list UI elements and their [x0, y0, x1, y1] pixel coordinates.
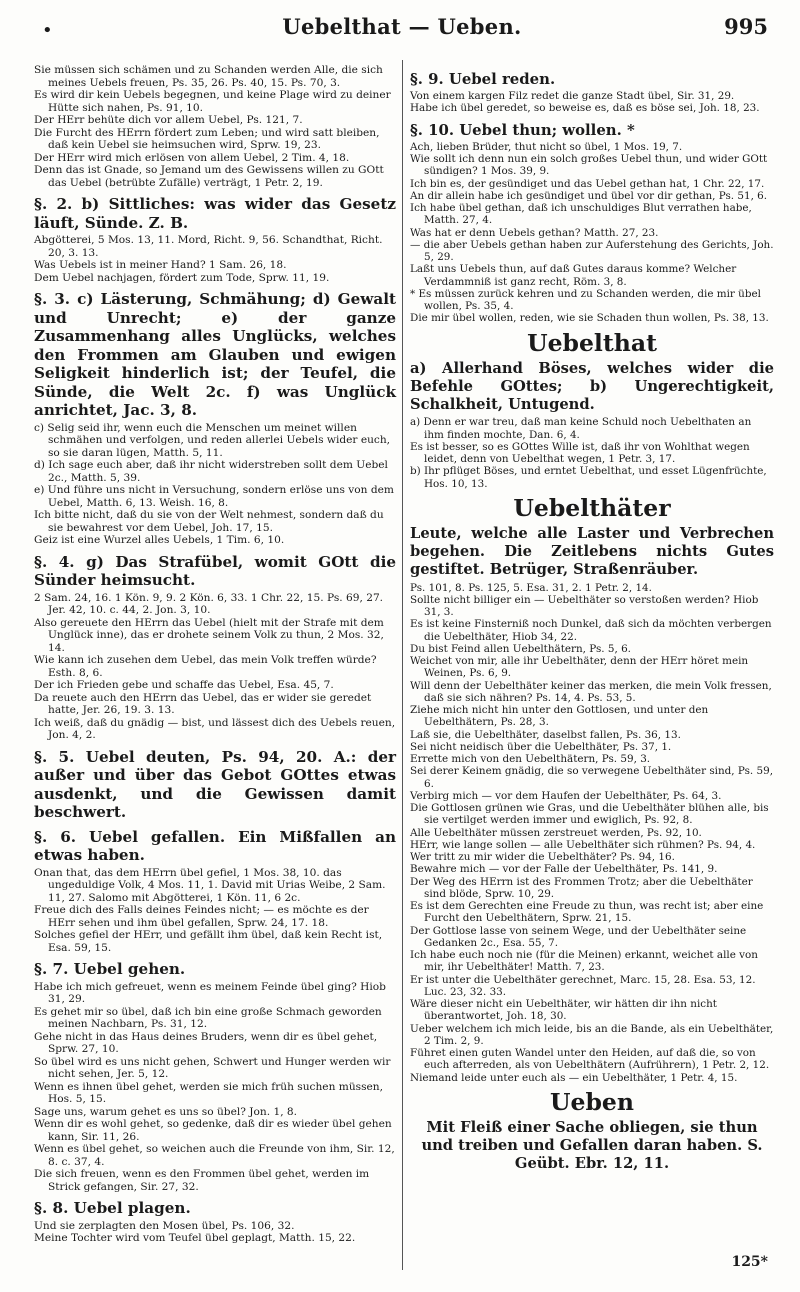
entry: Es wird dir kein Uebels begegnen, und keine Plage wird zu deiner Hütte sich nahen, Ps. 91, 10. [34, 89, 391, 114]
entry: Sei nicht neidisch über die Uebelthäter, Ps. 37, 1. [410, 740, 672, 753]
entry: Der Weg des HErrn ist des Frommen Trotz; aber die Uebelthäter sind blöde, Sprw. 10, 29. [410, 875, 753, 900]
entry: Also gereuete den HErrn das Uebel (hielt mit der Strafe mit dem Unglück inne), das er drohete seinem Volk zu thun, 2 Mos. 32, 14. [34, 616, 384, 654]
entry: Wer tritt zu mir wider die Uebelthäter? Ps. 94, 16. [410, 851, 675, 864]
signature-mark: 125* [731, 1254, 768, 1270]
entry: Niemand leide unter euch als — ein Uebelthäter, 1 Petr. 4, 15. [410, 1071, 738, 1084]
entry: Ich habe euch noch nie (für die Meinen) erkannt, weichet alle von mir, ihr Uebelthäter! Matth. 7, 23. [410, 949, 758, 974]
entry: Sie müssen sich schämen und zu Schanden werden Alle, die sich meines Uebels freuen, Ps. 35, 26. Ps. 40, 15. Ps. 70, 3. [34, 64, 383, 89]
entry: Ziehe mich nicht hin unter den Gottlosen, und unter den Uebelthätern, Ps. 28, 3. [410, 704, 709, 729]
lemma-definition: a) Allerhand Böses, welches wider die Befehle GOttes; b) Ungerechtigkeit, Schalkheit, Untugend. [410, 359, 774, 414]
entry: Von einem kargen Filz redet die ganze Stadt übel, Sir. 31, 29. [410, 90, 735, 103]
entry: — die aber Uebels gethan haben zur Auferstehung des Gerichts, Joh. 5, 29. [410, 238, 774, 263]
entry: Die mir übel wollen, reden, wie sie Schaden thun wollen, Ps. 38, 13. [410, 312, 769, 325]
entry: Und sie zerplagten den Mosen übel, Ps. 106, 32. [34, 1219, 295, 1232]
entry: Der Gottlose lasse von seinem Wege, und der Uebelthäter seine Gedanken 2c., Esa. 55, 7. [410, 924, 747, 949]
section-heading: §. 8. Uebel plagen. [34, 1199, 191, 1217]
entry: Ps. 101, 8. Ps. 125, 5. Esa. 31, 2. 1 Petr. 2, 14. [410, 581, 652, 594]
entry: Wenn es ihnen übel gehet, werden sie mich früh suchen müssen, Hos. 5, 15. [34, 1080, 383, 1105]
lemma-heading: Ueben [550, 1087, 634, 1116]
entry: Ich bin es, der gesündiget und das Uebel gethan hat, 1 Chr. 22, 17. [410, 177, 765, 190]
running-title: Uebelthat — Ueben. [282, 14, 522, 39]
column-divider [402, 60, 403, 1270]
lemma-heading: Uebelthat [527, 328, 657, 357]
section-heading: §. 10. Uebel thun; wollen. * [410, 120, 635, 139]
entry: Es gehet mir so übel, daß ich bin eine große Schmach geworden meinen Nachbarn, Ps. 31, 12. [34, 1005, 382, 1030]
entry: c) Selig seid ihr, wenn euch die Menschen um meinet willen schmähen und verfolgen, und reden allerlei Uebels wider euch, so sie daran lügen, Matth. 5, 11. [34, 421, 391, 459]
entry: Weichet von mir, alle ihr Uebelthäter, denn der HErr höret mein Weinen, Ps. 6, 9. [410, 655, 749, 680]
entry: Dem Uebel nachjagen, fördert zum Tode, Sprw. 11, 19. [34, 271, 330, 284]
entry: Freue dich des Falls deines Feindes nicht; — es möchte es der HErr sehen und ihm übel gefallen, Sprw. 24, 17. 18. [34, 904, 369, 929]
entry: HErr, wie lange sollen — alle Uebelthäter sich rühmen? Ps. 94, 4. [410, 838, 756, 851]
entry: Bewahre mich — vor der Falle der Uebelthäter, Ps. 141, 9. [410, 863, 718, 876]
entry: Führet einen guten Wandel unter den Heiden, auf daß die, so von euch afterreden, als von Uebelthätern (Aufrührern), 1 Petr. 2, 12. [410, 1047, 770, 1072]
entry: d) Ich sage euch aber, daß ihr nicht widerstreben sollt dem Uebel 2c., Matth. 5, 39. [34, 459, 388, 484]
entry: Wenn dir es wohl gehet, so gedenke, daß dir es wieder übel gehen kann, Sir. 11, 26. [34, 1118, 392, 1143]
right-column [410, 64, 774, 1176]
entry: 2 Sam. 24, 16. 1 Kön. 9, 9. 2 Kön. 6, 33. 1 Chr. 22, 15. Ps. 69, 27. Jer. 42, 10. c. 44, 2. Jon. 3, 10. [34, 591, 384, 616]
entry: Ueber welchem ich mich leide, bis an die Bande, als ein Uebelthäter, 2 Tim. 2, 9. [410, 1022, 774, 1047]
entry: Der HErr wird mich erlösen von allem Uebel, 2 Tim. 4, 18. [34, 151, 350, 164]
entry: Die Furcht des HErrn fördert zum Leben; und wird satt bleiben, daß kein Uebel sie heimsuchen wird, Sprw. 19, 23. [34, 126, 380, 151]
entry: Habe ich mich gefreuet, wenn es meinem Feinde übel ging? Hiob 31, 29. [34, 980, 386, 1005]
entry: Er ist unter die Uebelthäter gerechnet, Marc. 15, 28. Esa. 53, 12. Luc. 23, 32. 33. [410, 973, 756, 998]
entry: Es ist dem Gerechten eine Freude zu thun, was recht ist; aber eine Furcht den Uebelthätern, Sprw. 21, 15. [410, 900, 764, 925]
entry: Es ist besser, so es GOttes Wille ist, daß ihr von Wohlthat wegen leidet, denn von Uebelthat wegen, 1 Petr. 3, 17. [410, 440, 750, 466]
entry: Sage uns, warum gehet es uns so übel? Jon. 1, 8. [34, 1105, 298, 1118]
entry: Onan that, das dem HErrn übel gefiel, 1 Mos. 38, 10. das ungeduldige Volk, 4 Mos. 11, 1. David mit Urias Weibe, 2 Sam. 11, 27. Salomo mit Abgötterei, 1 Kön. 11, 6 2c. [34, 866, 386, 904]
section-heading: §. 2. b) Sittliches: was wider das Gesetz läuft, Sünde. Z. B. [34, 195, 396, 232]
section-heading: §. 7. Uebel gehen. [34, 960, 186, 978]
page-header [32, 12, 772, 46]
section-heading: §. 9. Uebel reden. [410, 70, 556, 88]
entry: Gehe nicht in das Haus deines Bruders, wenn dir es übel gehet, Sprw. 27, 10. [34, 1030, 378, 1055]
entry: Was Uebels ist in meiner Hand? 1 Sam. 26, 18. [34, 259, 287, 271]
entry: Die sich freuen, wenn es den Frommen übel gehet, werden im Strick gefangen, Sir. 27, 32. [34, 1168, 370, 1193]
entry: Laßt uns Uebels thun, auf daß Gutes daraus komme? Welcher Verdammniß ist ganz recht, Röm. 3, 8. [410, 263, 737, 288]
entry: Sollte nicht billiger ein — Uebelthäter so verstoßen werden? Hiob 31, 3. [410, 593, 759, 619]
header-dot: • [42, 20, 53, 41]
entry: Der ich Frieden gebe und schaffe das Uebel, Esa. 45, 7. [34, 679, 334, 691]
page-number: 995 [724, 14, 768, 39]
left-column [34, 64, 396, 1245]
entry: Denn das ist Gnade, so Jemand um des Gewissens willen zu GOtt das Uebel (betrübte Zufälle) verträgt, 1 Petr. 2, 19. [34, 164, 384, 189]
entry: Laß sie, die Uebelthäter, daselbst fallen, Ps. 36, 13. [410, 728, 681, 741]
entry: Verbirg mich — vor dem Haufen der Uebelthäter, Ps. 64, 3. [410, 789, 722, 802]
lemma-definition: Leute, welche alle Laster und Verbrechen begehen. Die Zeitlebens nichts Gutes gestiftet. Betrüger, Straßenräuber. [410, 525, 774, 579]
entry: Die Gottlosen grünen wie Gras, und die Uebelthäter blühen alle, bis sie vertilget werden immer und ewiglich, Ps. 92, 8. [410, 802, 769, 827]
section-heading: §. 6. Uebel gefallen. Ein Mißfallen an etwas haben. [34, 827, 396, 864]
entry: Ach, lieben Brüder, thut nicht so übel, 1 Mos. 19, 7. [410, 140, 683, 153]
entry: * Es müssen zurück kehren und zu Schanden werden, die mir übel wollen, Ps. 35, 4. [410, 287, 761, 312]
entry: Was hat er denn Uebels gethan? Matth. 27, 23. [410, 226, 659, 239]
entry: Wie kann ich zusehen dem Uebel, das mein Volk treffen würde? Esth. 8, 6. [34, 654, 377, 679]
entry: Abgötterei, 5 Mos. 13, 11. Mord, Richt. 9, 56. Schandthat, Richt. 20, 3. 13. [34, 234, 383, 259]
entry: Wäre dieser nicht ein Uebelthäter, wir hätten dir ihn nicht überantwortet, Joh. 18, 30. [410, 998, 717, 1023]
entry: Meine Tochter wird vom Teufel übel geplagt, Matth. 15, 22. [34, 1232, 356, 1244]
entry: An dir allein habe ich gesündiget und übel vor dir gethan, Ps. 51, 6. [410, 189, 768, 202]
entry: Ich weiß, daß du gnädig — bist, und lässest dich des Uebels reuen, Jon. 4, 2. [34, 716, 396, 741]
entry: Sei derer Keinem gnädig, die so verwegene Uebelthäter sind, Ps. 59, 6. [410, 765, 774, 790]
entry: Da reuete auch den HErrn das Uebel, das er wider sie geredet hatte, Jer. 26, 19. 3. 13. [34, 691, 372, 716]
entry: Solches gefiel der HErr, und gefällt ihm übel, daß kein Recht ist, Esa. 59, 15. [34, 929, 383, 954]
entry: Will denn der Uebelthäter keiner das merken, die mein Volk fressen, daß sie sich nähren? Ps. 14, 4. Ps. 53, 5. [410, 679, 772, 704]
entry: e) Und führe uns nicht in Versuchung, sondern erlöse uns von dem Uebel, Matth. 6, 13. Weish. 16, 8. [34, 484, 394, 509]
entry: Wie sollt ich denn nun ein solch großes Uebel thun, und wider GOtt sündigen? 1 Mos. 39, 9. [410, 153, 768, 178]
entry: a) Denn er war treu, daß man keine Schuld noch Uebelthaten an ihm finden mochte, Dan. 6, 4. [410, 416, 752, 441]
entry: b) Ihr pflüget Böses, und erntet Uebelthat, und esset Lügenfrüchte, Hos. 10, 13. [410, 465, 767, 490]
lemma-definition: Mit Fleiß einer Sache obliegen, sie thun und treiben und Gefallen daran haben. S. Geübt. Ebr. 12, 11. [421, 1119, 763, 1173]
section-heading: §. 4. g) Das Strafübel, womit GOtt die Sünder heimsucht. [34, 552, 396, 589]
entry: So übel wird es uns nicht gehen, Schwert und Hunger werden wir nicht sehen, Jer. 5, 12. [34, 1055, 391, 1080]
section-heading: §. 5. Uebel deuten, Ps. 94, 20. A.: der außer und über das Gebot GOttes etwas ausdenkt, und die Gewissen damit beschwert. [34, 747, 396, 821]
entry: Du bist Feind allen Uebelthätern, Ps. 5, 6. [410, 642, 631, 655]
entry: Ich habe übel gethan, daß ich unschuldiges Blut verrathen habe, Matth. 27, 4. [410, 202, 752, 227]
lemma-heading: Uebelthäter [513, 493, 671, 522]
entry: Habe ich übel geredet, so beweise es, daß es böse sei, Joh. 18, 23. [410, 102, 760, 115]
entry: Der HErr behüte dich vor allem Uebel, Ps. 121, 7. [34, 114, 303, 126]
entry: Ich bitte nicht, daß du sie von der Welt nehmest, sondern daß du sie bewahrest vor dem Uebel, Joh. 17, 15. [34, 509, 384, 534]
entry: Wenn es übel gehet, so weichen auch die Freunde von ihm, Sir. 12, 8. c. 37, 4. [34, 1143, 395, 1168]
entry: Errette mich von den Uebelthätern, Ps. 59, 3. [410, 753, 651, 766]
entry: Es ist keine Finsterniß noch Dunkel, daß sich da möchten verbergen die Uebelthäter, Hiob 34, 22. [410, 618, 772, 643]
section-heading: §. 3. c) Lästerung, Schmähung; d) Gewalt und Unrecht; e) der ganze Zusammenhang alles Unglücks, welches den Frommen am Glauben und ewigen Seligkeit hinderlich ist; der Teufel, die Sünde, die Welt 2c. f) was Unglück anrichtet, Jac. 3, 8. [34, 290, 396, 419]
entry: Geiz ist eine Wurzel alles Uebels, 1 Tim. 6, 10. [34, 534, 285, 546]
entry: Alle Uebelthäter müssen zerstreuet werden, Ps. 92, 10. [410, 826, 702, 839]
